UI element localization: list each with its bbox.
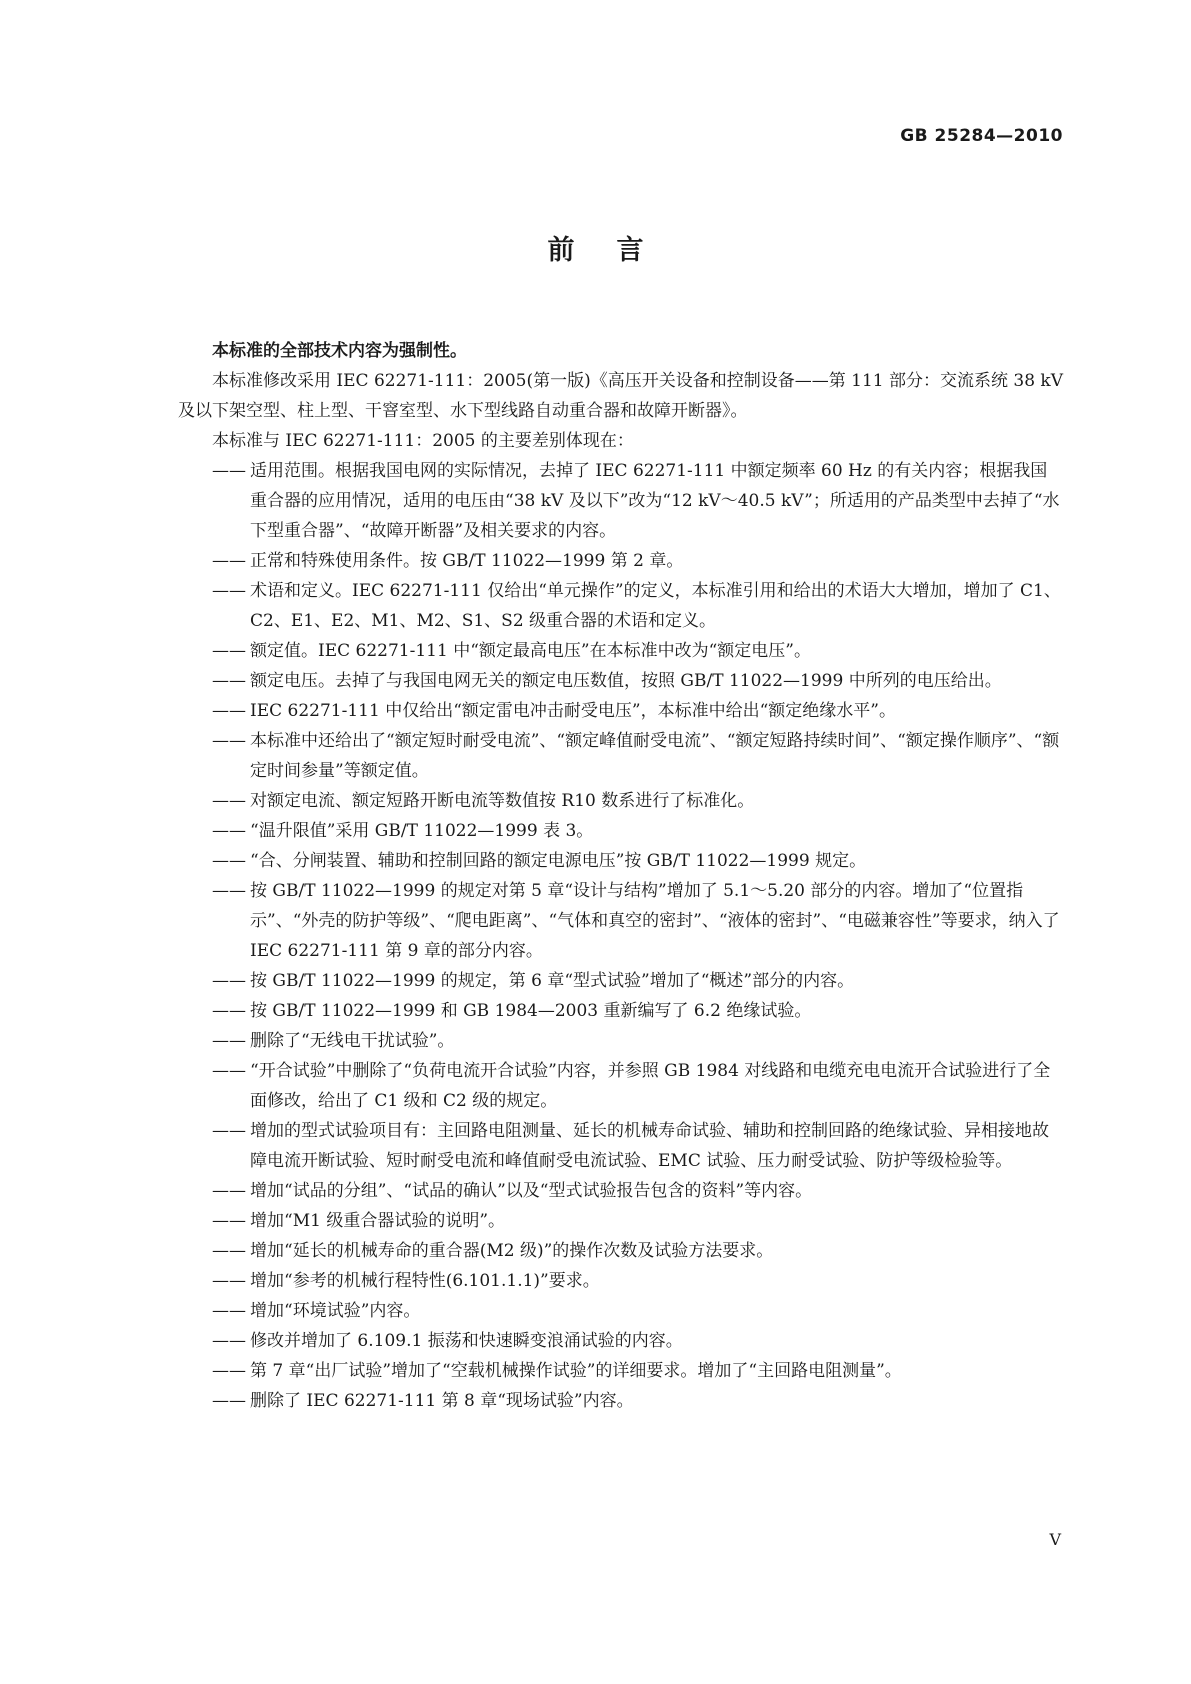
list-dash: —— [212,1391,246,1411]
list-item-text: 额定电压。去掉了与我国电网无关的额定电压数值，按照 GB/T 11022—1999 中所列的电压给出。 [250,671,1002,691]
list-dash: —— [212,1331,246,1351]
list-dash: —— [212,581,246,601]
list-item-text: 修改并增加了 6.109.1 振荡和快速瞬变浪涌试验的内容。 [250,1331,683,1351]
list-dash: —— [212,1121,246,1141]
list-dash: —— [212,1301,246,1321]
list-item-text: 增加“环境试验”内容。 [250,1301,421,1321]
mandatory-statement: 本标准的全部技术内容为强制性。 [212,341,467,361]
adoption-statement: 本标准修改采用 IEC 62271-111：2005(第一版)《高压开关设备和控制设备——第 111 部分：交流系统 38 kV 及以下架空型、柱上型、干窨室型、水下型线路自动重合器和故障开断器》。 [178,371,1064,421]
list-item [178,996,1063,1026]
list-item-text: 删除了“无线电干扰试验”。 [250,1031,455,1051]
list-item-text: 按 GB/T 11022—1999 的规定，第 6 章“型式试验”增加了“概述”部分的内容。 [250,971,855,991]
list-dash: —— [212,1361,246,1381]
list-item [178,876,1063,966]
list-item-text: 本标准中还给出了“额定短时耐受电流”、“额定峰值耐受电流”、“额定短路持续时间”、“额定操作顺序”、“额定时间参量”等额定值。 [250,731,1060,781]
page-title: 前言 [547,235,686,266]
list-item [178,1296,1063,1326]
list-item [178,576,1063,636]
list-dash: —— [212,731,246,751]
list-item [178,1356,1063,1386]
differences-list [178,456,1063,1416]
list-item [178,1386,1063,1416]
list-dash: —— [212,1211,246,1231]
list-item [178,786,1063,816]
list-item [178,966,1063,996]
list-dash: —— [212,1271,246,1291]
list-item [178,666,1063,696]
list-item [178,1176,1063,1206]
list-dash: —— [212,791,246,811]
list-dash: —— [212,1061,246,1081]
list-dash: —— [212,851,246,871]
list-dash: —— [212,1001,246,1021]
list-dash: —— [212,1241,246,1261]
list-item-text: 增加“试品的分组”、“试品的确认”以及“型式试验报告包含的资料”等内容。 [250,1181,813,1201]
list-item [178,456,1063,546]
page-number: V [1049,1530,1061,1549]
list-item-text: 正常和特殊使用条件。按 GB/T 11022—1999 第 2 章。 [250,551,684,571]
list-item-text: 增加“延长的机械寿命的重合器(M2 级)”的操作次数及试验方法要求。 [250,1241,774,1261]
differences-intro: 本标准与 IEC 62271-111：2005 的主要差别体现在： [212,431,634,451]
list-dash: —— [212,461,246,481]
list-item-text: 增加“M1 级重合器试验的说明”。 [250,1211,506,1231]
list-item-text: 增加的型式试验项目有：主回路电阻测量、延长的机械寿命试验、辅助和控制回路的绝缘试验、异相接地故障电流开断试验、短时耐受电流和峰值耐受电流试验、EMC 试验、压力耐受试验、防护等级检验等。 [250,1121,1049,1171]
list-item-text: 按 GB/T 11022—1999 的规定对第 5 章“设计与结构”增加了 5.1～5.20 部分的内容。增加了“位置指示”、“外壳的防护等级”、“爬电距离”、“气体和真空的密封”、“液体的密封”、“电磁兼容性”等要求，纳入了 IEC 62271-111 第 9 章的部分内容。 [250,881,1060,961]
list-dash: —— [212,701,246,721]
list-item-text: IEC 62271-111 中仅给出“额定雷电冲击耐受电压”，本标准中给出“额定绝缘水平”。 [250,701,896,721]
list-item [178,636,1063,666]
list-item [178,816,1063,846]
list-item [178,1116,1063,1176]
list-item [178,1236,1063,1266]
list-item [178,1326,1063,1356]
list-item-text: 额定值。IEC 62271-111 中“额定最高电压”在本标准中改为“额定电压”。 [250,641,811,661]
standard-code: GB 25284—2010 [900,126,1063,146]
list-dash: —— [212,971,246,991]
list-item-text: “开合试验”中删除了“负荷电流开合试验”内容，并参照 GB 1984 对线路和电缆充电电流开合试验进行了全面修改，给出了 C1 级和 C2 级的规定。 [250,1061,1051,1111]
list-item [178,1056,1063,1116]
list-dash: —— [212,881,246,901]
list-item [178,1206,1063,1236]
list-item-text: 对额定电流、额定短路开断电流等数值按 R10 数系进行了标准化。 [250,791,755,811]
list-dash: —— [212,1181,246,1201]
list-item [178,696,1063,726]
list-item-text: 第 7 章“出厂试验”增加了“空载机械操作试验”的详细要求。增加了“主回路电阻测量”。 [250,1361,902,1381]
list-item-text: 适用范围。根据我国电网的实际情况，去掉了 IEC 62271-111 中额定频率 60 Hz 的有关内容；根据我国重合器的应用情况，适用的电压由“38 kV 及以下”改为“12 kV～40.5 kV”；所适用的产品类型中去掉了“水下型重合器”、“故障开断器”及相关要求的内容。 [250,461,1060,541]
list-item-text: 删除了 IEC 62271-111 第 8 章“现场试验”内容。 [250,1391,634,1411]
list-item [178,726,1063,786]
list-item [178,1026,1063,1056]
list-item-text: “合、分闸装置、辅助和控制回路的额定电源电压”按 GB/T 11022—1999 规定。 [250,851,867,871]
document-body [178,336,1063,1416]
list-item-text: 增加“参考的机械行程特性(6.101.1.1)”要求。 [250,1271,600,1291]
list-dash: —— [212,551,246,571]
list-item-text: 按 GB/T 11022—1999 和 GB 1984—2003 重新编写了 6.2 绝缘试验。 [250,1001,812,1021]
list-item [178,1266,1063,1296]
list-dash: —— [212,821,246,841]
list-dash: —— [212,1031,246,1051]
list-item [178,846,1063,876]
list-dash: —— [212,641,246,661]
list-item-text: “温升限值”采用 GB/T 11022—1999 表 3。 [250,821,594,841]
list-item-text: 术语和定义。IEC 62271-111 仅给出“单元操作”的定义，本标准引用和给出的术语大大增加，增加了 C1、C2、E1、E2、M1、M2、S1、S2 级重合器的术语和定义。 [250,581,1061,631]
list-item [178,546,1063,576]
list-dash: —— [212,671,246,691]
